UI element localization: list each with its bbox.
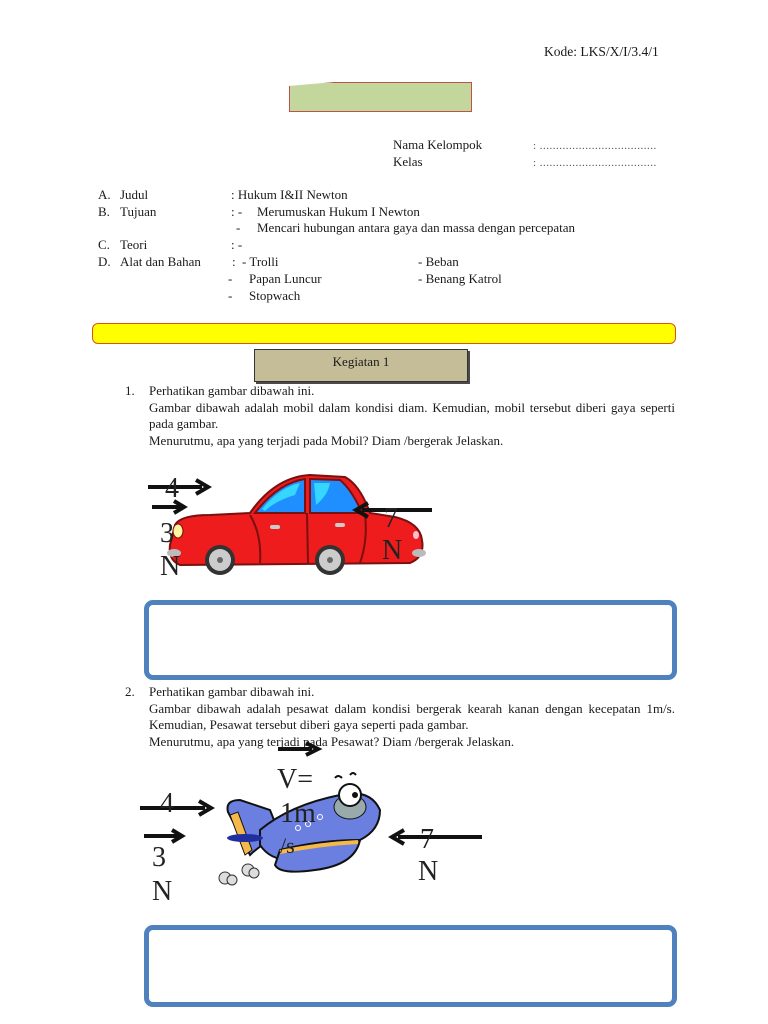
kelas-field[interactable]: : .................................... [533,157,657,169]
kegiatan-header [254,349,468,382]
car-force-3-unit: N [382,535,403,566]
section-d-sep: : [232,254,236,269]
alat-item-papan: Papan Luncur [249,271,322,286]
question-1-text [149,383,675,449]
question-1-line-2: Gambar dibawah adalah mobil dalam kondisi diam. Kemudian, mobil tersebut diberi gaya seperti pada gambar. [149,399,675,431]
section-c-letter: C. [98,237,110,252]
car-force-3-value: 7 [384,503,398,534]
alat-item-trolli: - Trolli [242,254,279,269]
tujuan-item-2: Mencari hubungan antara gaya dan massa dengan percepatan [257,220,575,235]
section-c-value: : - [231,237,243,252]
car-icon [140,465,450,590]
tujuan-bullet-2: - [236,220,241,235]
airplane-figure [130,740,500,910]
tujuan-item-1: Merumuskan Hukum I Newton [257,204,420,219]
question-2-number: 2. [125,684,135,699]
question-1-number: 1. [125,383,135,398]
question-1-line-1: Perhatikan gambar dibawah ini. [149,383,315,398]
plane-force-2-value: 3 [152,842,166,873]
plane-force-3-unit: N [418,856,439,887]
section-a-label: Judul [120,187,149,202]
kegiatan-title: Kegiatan 1 [332,353,390,369]
plane-force-1-value: 4 [160,788,174,819]
section-b-letter: B. [98,204,110,219]
question-2-line-2: Gambar dibawah adalah pesawat dalam kondisi bergerak kearah kanan dengan kecepatan 1m/s. Kemudian, Pesawat tersebut diberi gaya seperti pada gambar. [149,700,675,732]
section-d-letter: D. [98,254,111,269]
nama-kelompok-field[interactable]: : .................................... [533,140,657,152]
section-a-value: : Hukum I&II Newton [231,187,348,202]
section-b-sep: : - [231,204,243,219]
answer-box-1[interactable] [144,600,677,680]
title-placeholder-box [289,82,472,112]
plane-force-unit: N [152,876,173,907]
car-force-1-value: 4 [165,473,179,504]
alat-item-beban: - Beban [418,254,459,269]
question-2-line-3: Menurutmu, apa yang terjadi pada Pesawat? Diam /bergerak Jelaskan. [149,733,515,749]
section-d-label: Alat dan Bahan [120,254,201,269]
car-force-2-value: 3 [160,518,174,549]
section-c-label: Teori [120,237,148,252]
alat-item-stopwach: Stopwach [249,288,301,303]
plane-force-3-value: 7 [420,824,434,855]
alat-bullet: - [228,271,233,286]
velocity-value: 1m [280,798,316,829]
document-code: Kode: LKS/X/I/3.4/1 [544,44,659,59]
section-b-label: Tujuan [120,204,157,219]
car-force-unit: N [160,551,181,582]
answer-box-2[interactable] [144,925,677,1007]
yellow-banner [92,323,676,344]
alat-bullet: - [228,288,233,303]
car-figure [140,465,450,590]
section-a-letter: A. [98,187,111,202]
velocity-unit: /s [280,833,295,858]
nama-kelompok-label: Nama Kelompok [393,137,483,152]
question-2-line-1: Perhatikan gambar dibawah ini. [149,684,315,699]
velocity-label: V= [277,764,314,795]
question-1-line-3: Menurutmu, apa yang terjadi pada Mobil? Diam /bergerak Jelaskan. [149,432,504,448]
kelas-label: Kelas [393,154,423,169]
alat-item-benang: - Benang Katrol [418,271,502,286]
